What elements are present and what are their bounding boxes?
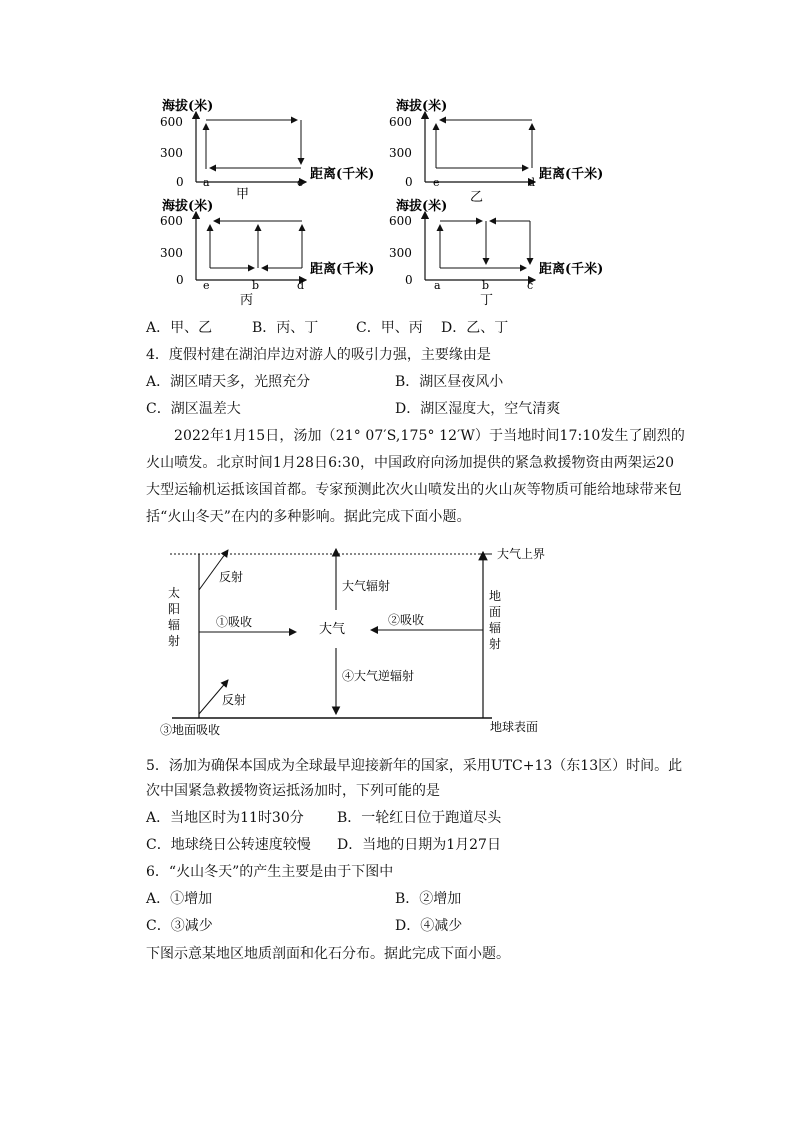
graph-ding <box>389 198 603 308</box>
solar-label-2: 阳 <box>168 602 181 616</box>
q5-stem-line1: 5．汤加为确保本国成为全球最早迎接新年的国家，采用UTC+13（东13区）时间。此 <box>146 758 683 774</box>
reflect-top-label: 反射 <box>219 570 244 584</box>
elevation-graphs <box>0 0 794 320</box>
y-tick-600: 600 <box>160 115 183 129</box>
y-tick-300: 300 <box>389 246 412 260</box>
q5-option-b: B．一轮红日位于跑道尽头 <box>337 810 502 826</box>
x-label-a: a <box>203 176 210 189</box>
q5-option-d: D．当地的日期为1月27日 <box>337 837 501 853</box>
panel-name-bing: 丙 <box>240 293 254 308</box>
solar-label-3: 辐 <box>168 618 181 632</box>
ground-rad-label-3: 辐 <box>489 621 502 635</box>
reflect-bottom-label: 反射 <box>222 693 247 707</box>
graph-yi <box>389 98 603 205</box>
ground-rad-label-4: 射 <box>489 637 502 651</box>
y-axis-label: 海拔(米) <box>396 99 448 114</box>
panel-name-ding: 丁 <box>480 293 494 308</box>
x-label-b: b <box>482 279 490 292</box>
y-axis-label: 海拔(米) <box>162 199 214 214</box>
q6-option-a: A．①增加 <box>146 891 213 907</box>
x-label-e: e <box>203 279 210 292</box>
y-tick-300: 300 <box>389 146 412 160</box>
x-label-b: b <box>252 279 260 292</box>
y-tick-600: 600 <box>389 214 412 228</box>
x-axis-label: 距离(千米) <box>539 167 604 182</box>
solar-label-1: 太 <box>168 586 181 600</box>
solar-label-4: 射 <box>168 634 181 648</box>
radiation-diagram <box>0 535 794 745</box>
y-tick-0: 0 <box>405 175 413 189</box>
q3-option-a: A．甲、乙 <box>146 320 213 336</box>
absorb-2-label: ②吸收 <box>388 613 425 627</box>
q6-option-b: B．②增加 <box>395 891 462 907</box>
q3-option-b: B．丙、丁 <box>252 320 319 336</box>
q5-stem-line2: 次中国紧急救援物资运抵汤加时，下列可能的是 <box>146 783 440 799</box>
q4-option-a: A．湖区晴天多，光照充分 <box>146 374 311 390</box>
x-label-d: d <box>297 279 305 292</box>
q3-option-c: C．甲、丙 <box>356 320 423 336</box>
absorb-1-label: ①吸收 <box>216 615 253 629</box>
y-axis-label: 海拔(米) <box>396 199 448 214</box>
q4-option-b: B．湖区昼夜风小 <box>395 374 504 390</box>
counter-radiation-label: ④大气逆辐射 <box>342 669 415 683</box>
q6-stem: 6．“火山冬天”的产生主要是由于下图中 <box>146 864 394 880</box>
y-tick-0: 0 <box>405 273 413 287</box>
ground-absorb-label: ③地面吸收 <box>160 723 221 737</box>
q4-option-c: C．湖区温差大 <box>146 401 241 417</box>
ground-rad-label-2: 面 <box>489 605 502 619</box>
top-boundary-label: 大气上界 <box>497 547 546 561</box>
q3-option-d: D．乙、丁 <box>441 320 509 336</box>
graph-bing <box>160 198 374 308</box>
y-tick-300: 300 <box>160 146 183 160</box>
panel-name-yi: 乙 <box>470 190 484 205</box>
x-label-c: c <box>527 279 534 292</box>
x-axis-label: 距离(千米) <box>539 262 604 277</box>
y-tick-0: 0 <box>176 273 184 287</box>
panel-name-jia: 甲 <box>236 187 250 202</box>
y-tick-0: 0 <box>176 175 184 189</box>
atm-radiation-label: 大气辐射 <box>342 579 391 593</box>
final-instruction: 下图示意某地区地质剖面和化石分布。据此完成下面小题。 <box>146 946 510 962</box>
q5-option-a: A．当地区时为11时30分 <box>146 810 304 826</box>
y-tick-600: 600 <box>389 115 412 129</box>
x-label-d: d <box>528 176 536 189</box>
q5-option-c: C．地球绕日公转速度较慢 <box>146 837 311 853</box>
q4-stem: 4．度假村建在湖泊岸边对游人的吸引力强，主要缘由是 <box>146 347 491 363</box>
x-axis-label: 距离(千米) <box>310 262 375 277</box>
x-label-a: a <box>434 279 441 292</box>
y-axis-label: 海拔(米) <box>162 99 214 114</box>
y-tick-600: 600 <box>160 214 183 228</box>
q6-option-c: C．③减少 <box>146 918 213 934</box>
ground-rad-label-1: 地 <box>489 589 502 603</box>
y-tick-300: 300 <box>160 246 183 260</box>
q6-option-d: D．④减少 <box>395 918 463 934</box>
surface-label: 地球表面 <box>490 720 539 734</box>
passage: 2022年1月15日，汤加（21° 07′S,175° 12′W）于当地时间17:10发生了剧烈的火山喷发。北京时间1月28日6:30，中国政府向汤加提供的紧急救援物资由两架运20大型运输机运抵该国首都。专家预测此次火山喷发出的火山灰等物质可能给地球带来包括“火山冬天”在内的多种影响。据此完成下面小题。 <box>146 428 685 525</box>
x-label-e: e <box>433 176 440 189</box>
graph-jia <box>160 98 374 202</box>
x-axis-label: 距离(千米) <box>310 167 375 182</box>
x-label-c: c <box>297 176 304 189</box>
q4-option-d: D．湖区湿度大，空气清爽 <box>395 401 561 417</box>
atmosphere-label: 大气 <box>319 622 346 637</box>
